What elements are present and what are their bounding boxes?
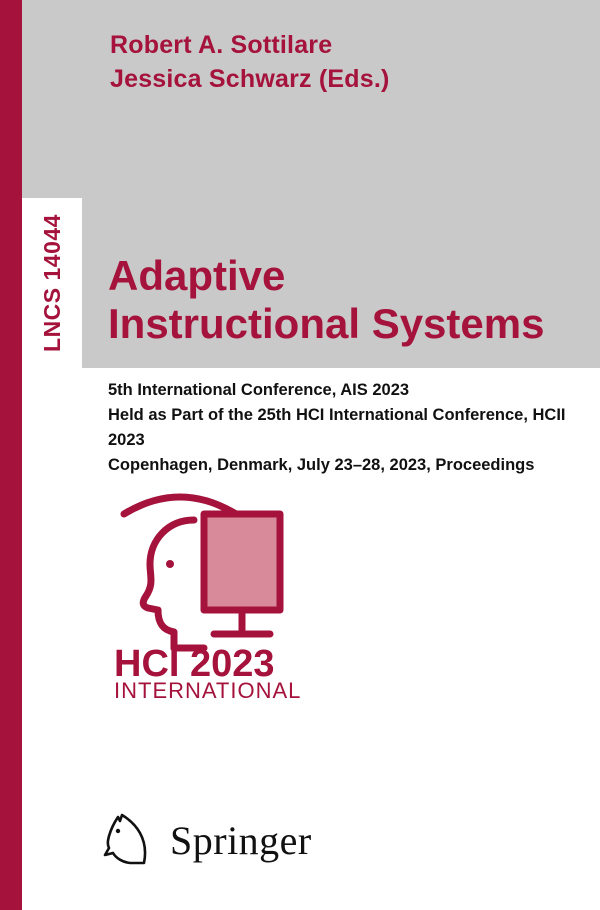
publisher-name: Springer (170, 817, 312, 863)
subtitle-line: Held as Part of the 25th HCI International Conference, HCII 2023 (108, 406, 566, 449)
hcii-logo (108, 472, 368, 702)
title-line: Adaptive (108, 252, 286, 299)
editors-list (110, 28, 580, 96)
subtitle-line: Copenhagen, Denmark, July 23–28, 2023, Proceedings (108, 456, 535, 474)
spine-band (0, 0, 22, 910)
publisher-logo (100, 800, 400, 880)
editor-name: Robert A. Sottilare (110, 31, 333, 59)
editor-name: Jessica Schwarz (Eds.) (110, 65, 390, 93)
book-title (108, 252, 588, 348)
title-line: Instructional Systems (108, 300, 545, 347)
logo-line-1: HCI 2023 (114, 643, 275, 685)
subtitle-line: 5th International Conference, AIS 2023 (108, 381, 410, 399)
book-subtitle (108, 378, 598, 478)
series-label: LNCS 14044 (38, 214, 65, 352)
knight-icon (100, 809, 156, 871)
logo-line-2: INTERNATIONAL (114, 678, 302, 702)
